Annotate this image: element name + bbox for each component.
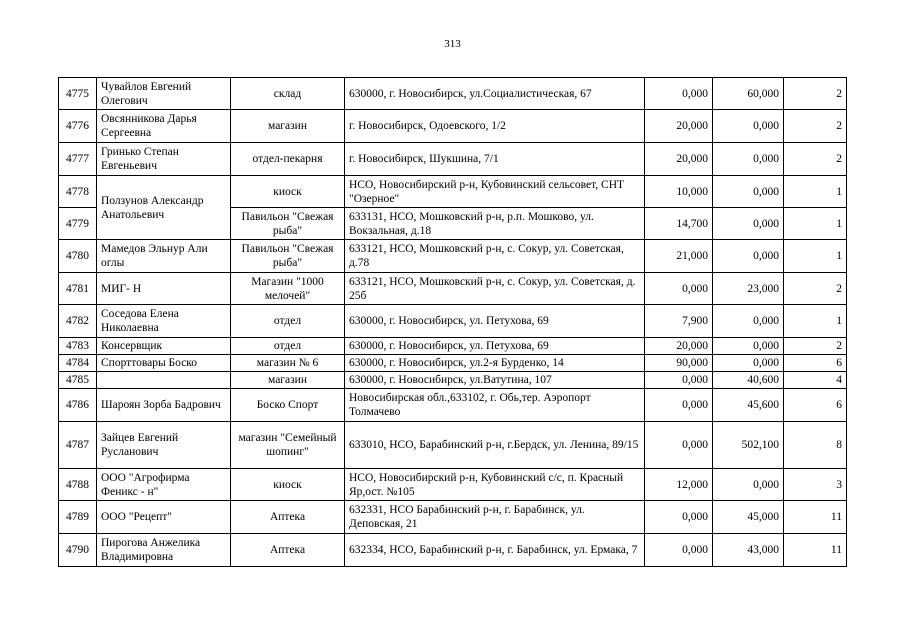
value-2-cell: 0,000	[713, 240, 784, 273]
table-row	[59, 273, 847, 305]
value-3-cell: 1	[784, 305, 847, 338]
address-cell: 630000, г. Новосибирск, ул.Ватутина, 107	[345, 372, 645, 389]
outlet-type-cell: Боско Спорт	[231, 389, 345, 422]
owner-name-cell: Соседова Елена Николаевна	[97, 305, 231, 338]
value-1-cell: 0,000	[645, 389, 713, 422]
value-3-cell: 1	[784, 208, 847, 240]
owner-name-cell: Чувайлов Евгений Олегович	[97, 78, 231, 110]
owner-name-cell	[97, 372, 231, 389]
owner-name-cell: Овсянникова Дарья Сергеевна	[97, 110, 231, 143]
value-1-cell: 0,000	[645, 534, 713, 567]
address-cell: 630000, г. Новосибирск, ул.2-я Бурденко, 14	[345, 355, 645, 372]
value-2-cell: 40,600	[713, 372, 784, 389]
table-row	[59, 372, 847, 389]
value-1-cell: 12,000	[645, 469, 713, 501]
value-1-cell: 0,000	[645, 501, 713, 534]
value-2-cell: 0,000	[713, 338, 784, 355]
owner-name-cell: Мамедов Эльнур Али оглы	[97, 240, 231, 273]
row-number-cell: 4777	[59, 143, 97, 176]
value-3-cell: 3	[784, 469, 847, 501]
row-number-cell: 4782	[59, 305, 97, 338]
outlet-type-cell: Магазин "1000 мелочей"	[231, 273, 345, 305]
table-row	[59, 110, 847, 143]
owner-name-cell: ООО "Агрофирма Феникс - н"	[97, 469, 231, 501]
outlet-type-cell: киоск	[231, 469, 345, 501]
address-cell: 630000, г. Новосибирск, ул. Петухова, 69	[345, 305, 645, 338]
value-3-cell: 1	[784, 240, 847, 273]
address-cell: г. Новосибирск, Одоевского, 1/2	[345, 110, 645, 143]
address-cell: 633010, НСО, Барабинский р-н, г.Бердск, ул. Ленина, 89/15	[345, 422, 645, 469]
address-cell: 632331, НСО Барабинский р-н, г. Барабинск, ул. Деповская, 21	[345, 501, 645, 534]
value-2-cell: 0,000	[713, 469, 784, 501]
owner-name-cell: Зайцев Евгений Русланович	[97, 422, 231, 469]
value-2-cell: 23,000	[713, 273, 784, 305]
table-row	[59, 422, 847, 469]
table-row	[59, 176, 847, 208]
page-number: 313	[444, 38, 461, 50]
table-row	[59, 305, 847, 338]
table-row	[59, 469, 847, 501]
table-row	[59, 501, 847, 534]
value-1-cell: 21,000	[645, 240, 713, 273]
owner-name-cell: Шароян Зорба Бадрович	[97, 389, 231, 422]
row-number-cell: 4788	[59, 469, 97, 501]
owner-name-cell: Ползунов Александр Анатольевич	[97, 176, 231, 240]
value-2-cell: 45,600	[713, 389, 784, 422]
row-number-cell: 4783	[59, 338, 97, 355]
row-number-cell: 4787	[59, 422, 97, 469]
address-cell: 630000, г. Новосибирск, ул. Петухова, 69	[345, 338, 645, 355]
row-number-cell: 4780	[59, 240, 97, 273]
outlet-type-cell: магазин "Семейный шопинг"	[231, 422, 345, 469]
outlet-type-cell: отдел	[231, 305, 345, 338]
address-cell: НСО, Новосибирский р-н, Кубовинский сельсовет, СНТ "Озерное"	[345, 176, 645, 208]
table-row	[59, 389, 847, 422]
value-3-cell: 1	[784, 176, 847, 208]
value-1-cell: 0,000	[645, 273, 713, 305]
address-cell: 633131, НСО, Мошковский р-н, р.п. Мошково, ул. Вокзальная, д.18	[345, 208, 645, 240]
value-1-cell: 0,000	[645, 78, 713, 110]
registry-table	[58, 77, 847, 567]
outlet-type-cell: магазин	[231, 110, 345, 143]
value-2-cell: 0,000	[713, 110, 784, 143]
table-row	[59, 240, 847, 273]
address-cell: 630000, г. Новосибирск, ул.Социалистическая, 67	[345, 78, 645, 110]
row-number-cell: 4790	[59, 534, 97, 567]
owner-name-cell: МИГ- Н	[97, 273, 231, 305]
table-row	[59, 534, 847, 567]
value-1-cell: 14,700	[645, 208, 713, 240]
value-1-cell: 20,000	[645, 110, 713, 143]
outlet-type-cell: киоск	[231, 176, 345, 208]
value-2-cell: 45,000	[713, 501, 784, 534]
owner-name-cell: Спорттовары Боско	[97, 355, 231, 372]
value-3-cell: 6	[784, 355, 847, 372]
outlet-type-cell: магазин	[231, 372, 345, 389]
value-1-cell: 90,000	[645, 355, 713, 372]
owner-name-cell: Гринько Степан Евгеньевич	[97, 143, 231, 176]
value-1-cell: 0,000	[645, 422, 713, 469]
value-3-cell: 2	[784, 273, 847, 305]
row-number-cell: 4776	[59, 110, 97, 143]
address-cell: г. Новосибирск, Шукшина, 7/1	[345, 143, 645, 176]
address-cell: Новосибирская обл.,633102, г. Обь,тер. Аэропорт Толмачево	[345, 389, 645, 422]
value-2-cell: 0,000	[713, 208, 784, 240]
value-3-cell: 6	[784, 389, 847, 422]
value-3-cell: 11	[784, 501, 847, 534]
value-2-cell: 502,100	[713, 422, 784, 469]
owner-name-cell: ООО "Рецепт"	[97, 501, 231, 534]
value-1-cell: 7,900	[645, 305, 713, 338]
value-2-cell: 0,000	[713, 305, 784, 338]
address-cell: НСО, Новосибирский р-н, Кубовинский с/с, п. Красный Яр,ост. №105	[345, 469, 645, 501]
row-number-cell: 4781	[59, 273, 97, 305]
value-1-cell: 0,000	[645, 372, 713, 389]
row-number-cell: 4779	[59, 208, 97, 240]
address-cell: 633121, НСО, Мошковский р-н, с. Сокур, ул. Советская, д.78	[345, 240, 645, 273]
row-number-cell: 4778	[59, 176, 97, 208]
value-3-cell: 2	[784, 338, 847, 355]
table-row	[59, 143, 847, 176]
address-cell: 632334, НСО, Барабинский р-н, г. Барабинск, ул. Ермака, 7	[345, 534, 645, 567]
outlet-type-cell: склад	[231, 78, 345, 110]
row-number-cell: 4786	[59, 389, 97, 422]
table-row	[59, 78, 847, 110]
outlet-type-cell: отдел	[231, 338, 345, 355]
value-2-cell: 0,000	[713, 143, 784, 176]
outlet-type-cell: магазин № 6	[231, 355, 345, 372]
value-2-cell: 60,000	[713, 78, 784, 110]
row-number-cell: 4775	[59, 78, 97, 110]
outlet-type-cell: Аптека	[231, 501, 345, 534]
value-2-cell: 0,000	[713, 355, 784, 372]
value-2-cell: 0,000	[713, 176, 784, 208]
owner-name-cell: Пирогова Анжелика Владимировна	[97, 534, 231, 567]
outlet-type-cell: Павильон "Свежая рыба"	[231, 240, 345, 273]
row-number-cell: 4784	[59, 355, 97, 372]
row-number-cell: 4789	[59, 501, 97, 534]
value-2-cell: 43,000	[713, 534, 784, 567]
value-3-cell: 11	[784, 534, 847, 567]
value-1-cell: 10,000	[645, 176, 713, 208]
value-3-cell: 4	[784, 372, 847, 389]
address-cell: 633121, НСО, Мошковский р-н, с. Сокур, ул. Советская, д. 25б	[345, 273, 645, 305]
value-3-cell: 2	[784, 143, 847, 176]
value-3-cell: 8	[784, 422, 847, 469]
table-row	[59, 355, 847, 372]
outlet-type-cell: Павильон "Свежая рыба"	[231, 208, 345, 240]
table-row	[59, 338, 847, 355]
outlet-type-cell: Аптека	[231, 534, 345, 567]
owner-name-cell: Консервщик	[97, 338, 231, 355]
value-1-cell: 20,000	[645, 143, 713, 176]
outlet-type-cell: отдел-пекарня	[231, 143, 345, 176]
value-3-cell: 2	[784, 110, 847, 143]
row-number-cell: 4785	[59, 372, 97, 389]
value-3-cell: 2	[784, 78, 847, 110]
value-1-cell: 20,000	[645, 338, 713, 355]
